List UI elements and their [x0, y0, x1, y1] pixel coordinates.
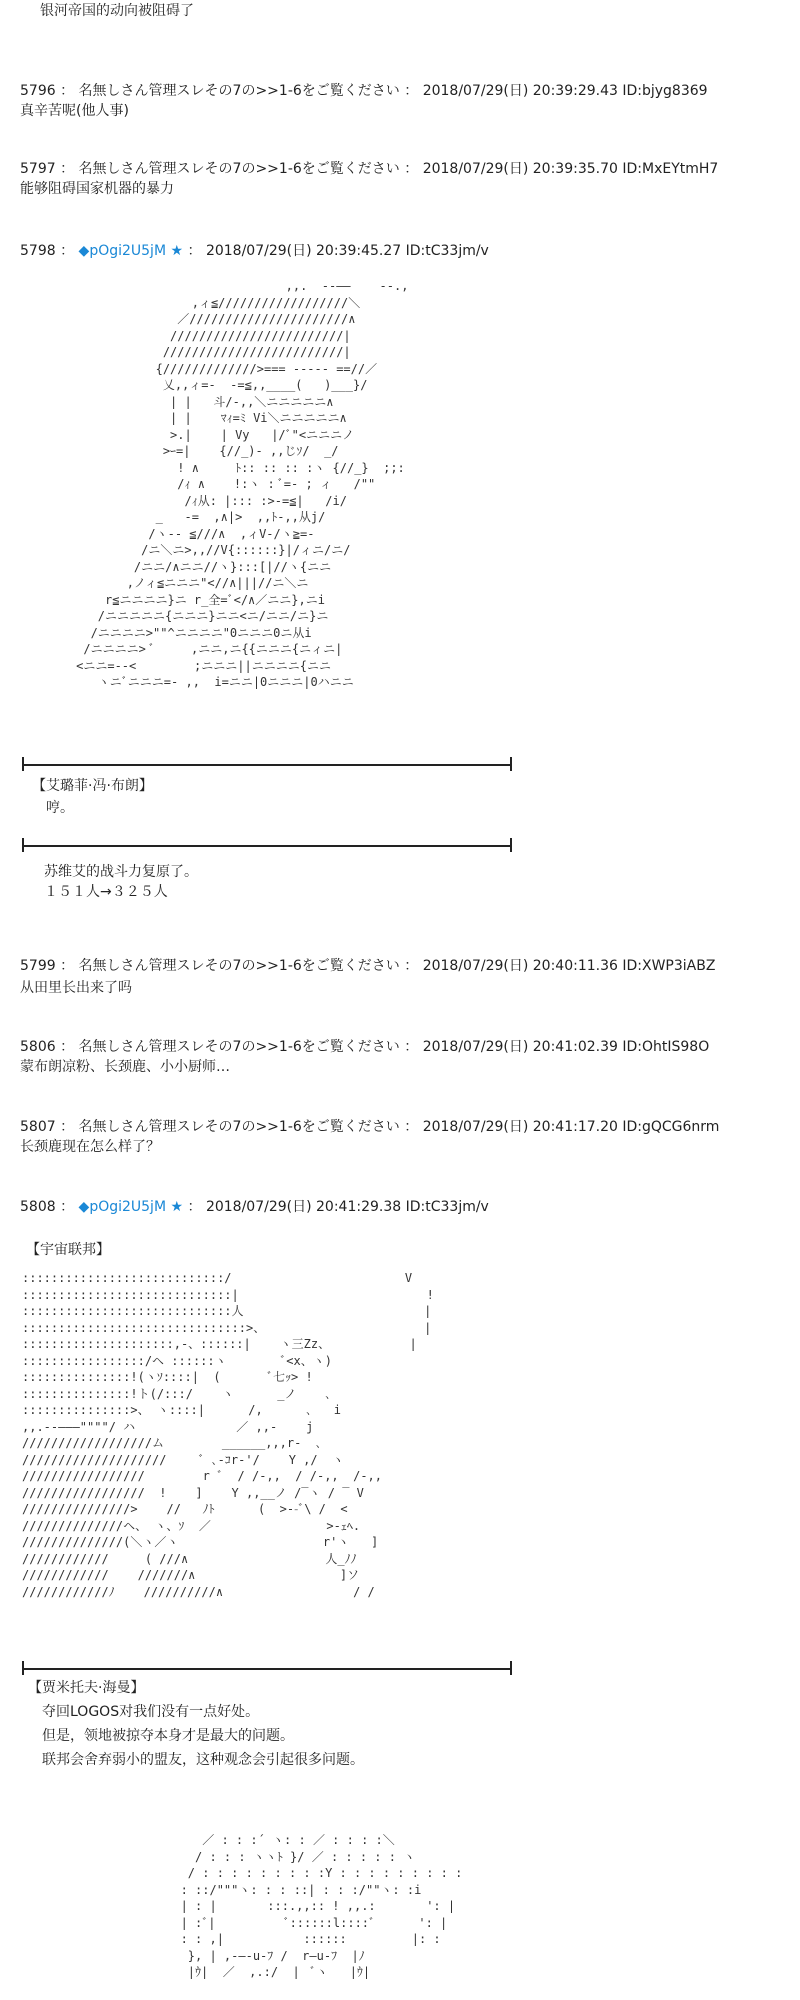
- ascii-art-character-3: ／ : : :´ ヽ: : ／ : : : :＼ / : : : ヽヽﾄ }/ ／ : : : : : ヽ / : : : : : : : : :Y : : : : : : : : : : ::/"""ヽ: : : ::| : : :/""ヽ: :i | : | :::.,,:: ! ,,.: ': | | :ﾞ| ﾞ::::::l::::ﾞ ': | : : ,| :::::: |: : }, | ,-―‐u-ﾌ / r―u-ﾌ |ﾉ |ｳ| ／ ,.:/ | ﾞヽ |ｳ|: [180, 1833, 463, 1979]
- narration-line: 苏维艾的战斗力复原了。: [44, 864, 198, 880]
- scene-divider: [22, 845, 512, 847]
- poster-name: 名無しさん管理スレその7の>>1-6をご覧ください: [78, 1039, 400, 1055]
- post-body-5799: 从田里长出来了吗: [20, 980, 132, 996]
- post-date: 2018/07/29(日) 20:40:11.36: [422, 958, 618, 974]
- author-trip[interactable]: ◆pOgi2U5jM ★: [78, 243, 184, 259]
- post-number: 5796: [20, 83, 56, 99]
- poster-id[interactable]: ID:bjyg8369: [622, 83, 708, 99]
- post-body-5796: 真辛苦呢(他人事): [20, 103, 129, 119]
- poster-id[interactable]: ID:gQCG6nrm: [622, 1119, 720, 1135]
- author-trip[interactable]: ◆pOgi2U5jM ★: [78, 1199, 184, 1215]
- post-date: 2018/07/29(日) 20:41:17.20: [422, 1119, 618, 1135]
- divider-tick: [22, 757, 24, 771]
- divider-tick: [22, 838, 24, 852]
- scene-divider: [22, 764, 512, 766]
- divider-tick: [510, 838, 512, 852]
- poster-name: 名無しさん管理スレその7の>>1-6をご覧ください: [78, 161, 400, 177]
- post-number: 5807: [20, 1119, 56, 1135]
- post-body-5797: 能够阻碍国家机器的暴力: [20, 181, 174, 197]
- poster-id[interactable]: ID:MxEYtmH7: [622, 161, 719, 177]
- ascii-art-character-1: ,,. --―― --., ,ィ≦//////////////////＼ ／//////////////////////∧ ////////////////////////| /////////////////////////| {/////////////>=== ----- ==//／ 乂,,ィ=- -=≦,,____( )___}/ | | 斗/-,,＼ニニニニニ∧ | | ﾏｨ=ﾐ Vi＼ニニニニニ∧ >.| | Vy |/ﾞ"<ニニニノ >ｰ=| {//_)- ,,じｿ/ _/ ! ∧ ﾄ:: :: :: :ヽ {//_} ;;: /ｨ ∧ !:ヽ : ﾞ=- ; ィ /"" /ｨ从: |::: :>-=≦| /i/ _ -= ,∧|> ,,ﾄ-,,从j/ /ヽ-- ≦///∧ ,ィV-/ヽ≧=- /ニ＼ニ>,,//V{::::::}|/ィニ/ニ/ /ニニ/∧ニニ//ヽ}:::[|//ヽ{ニニ ,ノィ≦ニニニ"<//∧|||//ニ＼ニ r≦ニニニニ}ニ r_全=ﾞ</∧／ニニ},ニi /ニニニニニ{ニニニ}ニニ<ニ/ニニ/ニ}ニ /ニニニニ>""^ニニニニ"0ニニニ0ニ从i /ニニニニ> ﾞ ,ニニ,ニ{{ニニニ{ニィニ| <ニニ=--< ;ニニニ||ニニニニ{ニニ ヽニﾞニニニ=- ,, i=ニニ|0ニニニ|0ハニニ: [76, 279, 409, 689]
- top-line-text: 银河帝国的动向被阻碍了: [40, 3, 194, 19]
- divider-tick: [22, 1661, 24, 1675]
- speech-line: 联邦会舍弃弱小的盟友，这种观念会引起很多问题。: [42, 1752, 364, 1768]
- divider-tick: [510, 757, 512, 771]
- post-date: 2018/07/29(日) 20:41:02.39: [422, 1039, 618, 1055]
- speech-line: 哼。: [46, 800, 74, 816]
- ascii-art-character-2: ::::::::::::::::::::::::::::/ V :::::::::::::::::::::::::::::| ! :::::::::::::::::::::::::::::人 | :::::::::::::::::::::::::::::::>、 | :::::::::::::::::::::,-、::::::| ヽ三Zz、 | :::::::::::::::::/ヘ ::::::ヽ ﾞ<x、ヽ) :::::::::::::::!(ヽｿ::::| ( ﾞ七ｯ> ! :::::::::::::::!ト(/:::/ ヽ _ノ ､ :::::::::::::::>、 ヽ::::| /, ､ i ,,.--―――""""/ ハ ／ ,,- j //////////////////ム ______,,,r‐ ､ //////////////////// ﾞ ､-ｺr‐'/ Y ,/ ヽ ///////////////// r ﾞ / /-,, / /-,, /-,, ///////////////// ! ] Y ,,__ノ /‾ヽ / ‾ V ///////////////> // ﾉﾄ ( >--ﾞ\ / < //////////////ヘ、 ヽ、ｿ ／ >-ｪﾍ. //////////////(＼ヽ／ヽ r'ヽ ] //////////// ( ///∧ 人_ﾉﾉ //////////// ///////∧ ]ソ ////////////ﾉ //////////∧ / /: [22, 1271, 434, 1599]
- post-date: 2018/07/29(日) 20:39:45.27: [205, 243, 402, 259]
- poster-id[interactable]: ID:tC33jm/v: [405, 1199, 489, 1215]
- post-header-5806: 5806 ： 名無しさん管理スレその7の>>1-6をご覧ください ： 2018/07/29(日) 20:41:02.39 ID:OhtIS98O: [20, 1039, 710, 1055]
- post-header-5796: 5796 ： 名無しさん管理スレその7の>>1-6をご覧ください ： 2018/07/29(日) 20:39:29.43 ID:bjyg8369: [20, 83, 708, 99]
- post-header-5808: 5808 ： ◆pOgi2U5jM ★ ： 2018/07/29(日) 20:41:29.38 ID:tC33jm/v: [20, 1199, 489, 1215]
- scene-divider: [22, 1668, 512, 1670]
- post-date: 2018/07/29(日) 20:41:29.38: [205, 1199, 402, 1215]
- speech-line: 夺回LOGOS对我们没有一点好处。: [42, 1704, 260, 1720]
- speaker-label: 【贾米托夫·海曼】: [28, 1680, 145, 1696]
- speech-line: 但是，领地被掠夺本身才是最大的问题。: [42, 1728, 294, 1744]
- post-number: 5806: [20, 1039, 56, 1055]
- post-date: 2018/07/29(日) 20:39:29.43: [422, 83, 618, 99]
- narration-line: １５１人→３２５人: [44, 884, 168, 900]
- poster-name: 名無しさん管理スレその7の>>1-6をご覧ください: [78, 83, 400, 99]
- post-number: 5798: [20, 243, 56, 259]
- post-body-5807: 长颈鹿现在怎么样了？: [20, 1139, 160, 1155]
- post-number: 5799: [20, 958, 56, 974]
- poster-name: 名無しさん管理スレその7の>>1-6をご覧ください: [78, 1119, 400, 1135]
- poster-name: 名無しさん管理スレその7の>>1-6をご覧ください: [78, 958, 400, 974]
- post-number: 5808: [20, 1199, 56, 1215]
- post-header-5807: 5807 ： 名無しさん管理スレその7の>>1-6をご覧ください ： 2018/07/29(日) 20:41:17.20 ID:gQCG6nrm: [20, 1119, 720, 1135]
- post-header-5798: 5798 ： ◆pOgi2U5jM ★ ： 2018/07/29(日) 20:39:45.27 ID:tC33jm/v: [20, 243, 489, 259]
- poster-id[interactable]: ID:XWP3iABZ: [622, 958, 716, 974]
- post-header-5799: 5799 ： 名無しさん管理スレその7の>>1-6をご覧ください ： 2018/07/29(日) 20:40:11.36 ID:XWP3iABZ: [20, 958, 716, 974]
- scene-tag: 【宇宙联邦】: [26, 1242, 110, 1258]
- post-body-5806: 蒙布朗凉粉、长颈鹿、小小厨师…: [20, 1059, 230, 1075]
- poster-id[interactable]: ID:OhtIS98O: [622, 1039, 710, 1055]
- post-header-5797: 5797 ： 名無しさん管理スレその7の>>1-6をご覧ください ： 2018/07/29(日) 20:39:35.70 ID:MxEYtmH7: [20, 161, 719, 177]
- post-number: 5797: [20, 161, 56, 177]
- poster-id[interactable]: ID:tC33jm/v: [405, 243, 489, 259]
- speaker-label: 【艾璐菲·冯·布朗】: [32, 778, 153, 794]
- post-date: 2018/07/29(日) 20:39:35.70: [422, 161, 618, 177]
- divider-tick: [510, 1661, 512, 1675]
